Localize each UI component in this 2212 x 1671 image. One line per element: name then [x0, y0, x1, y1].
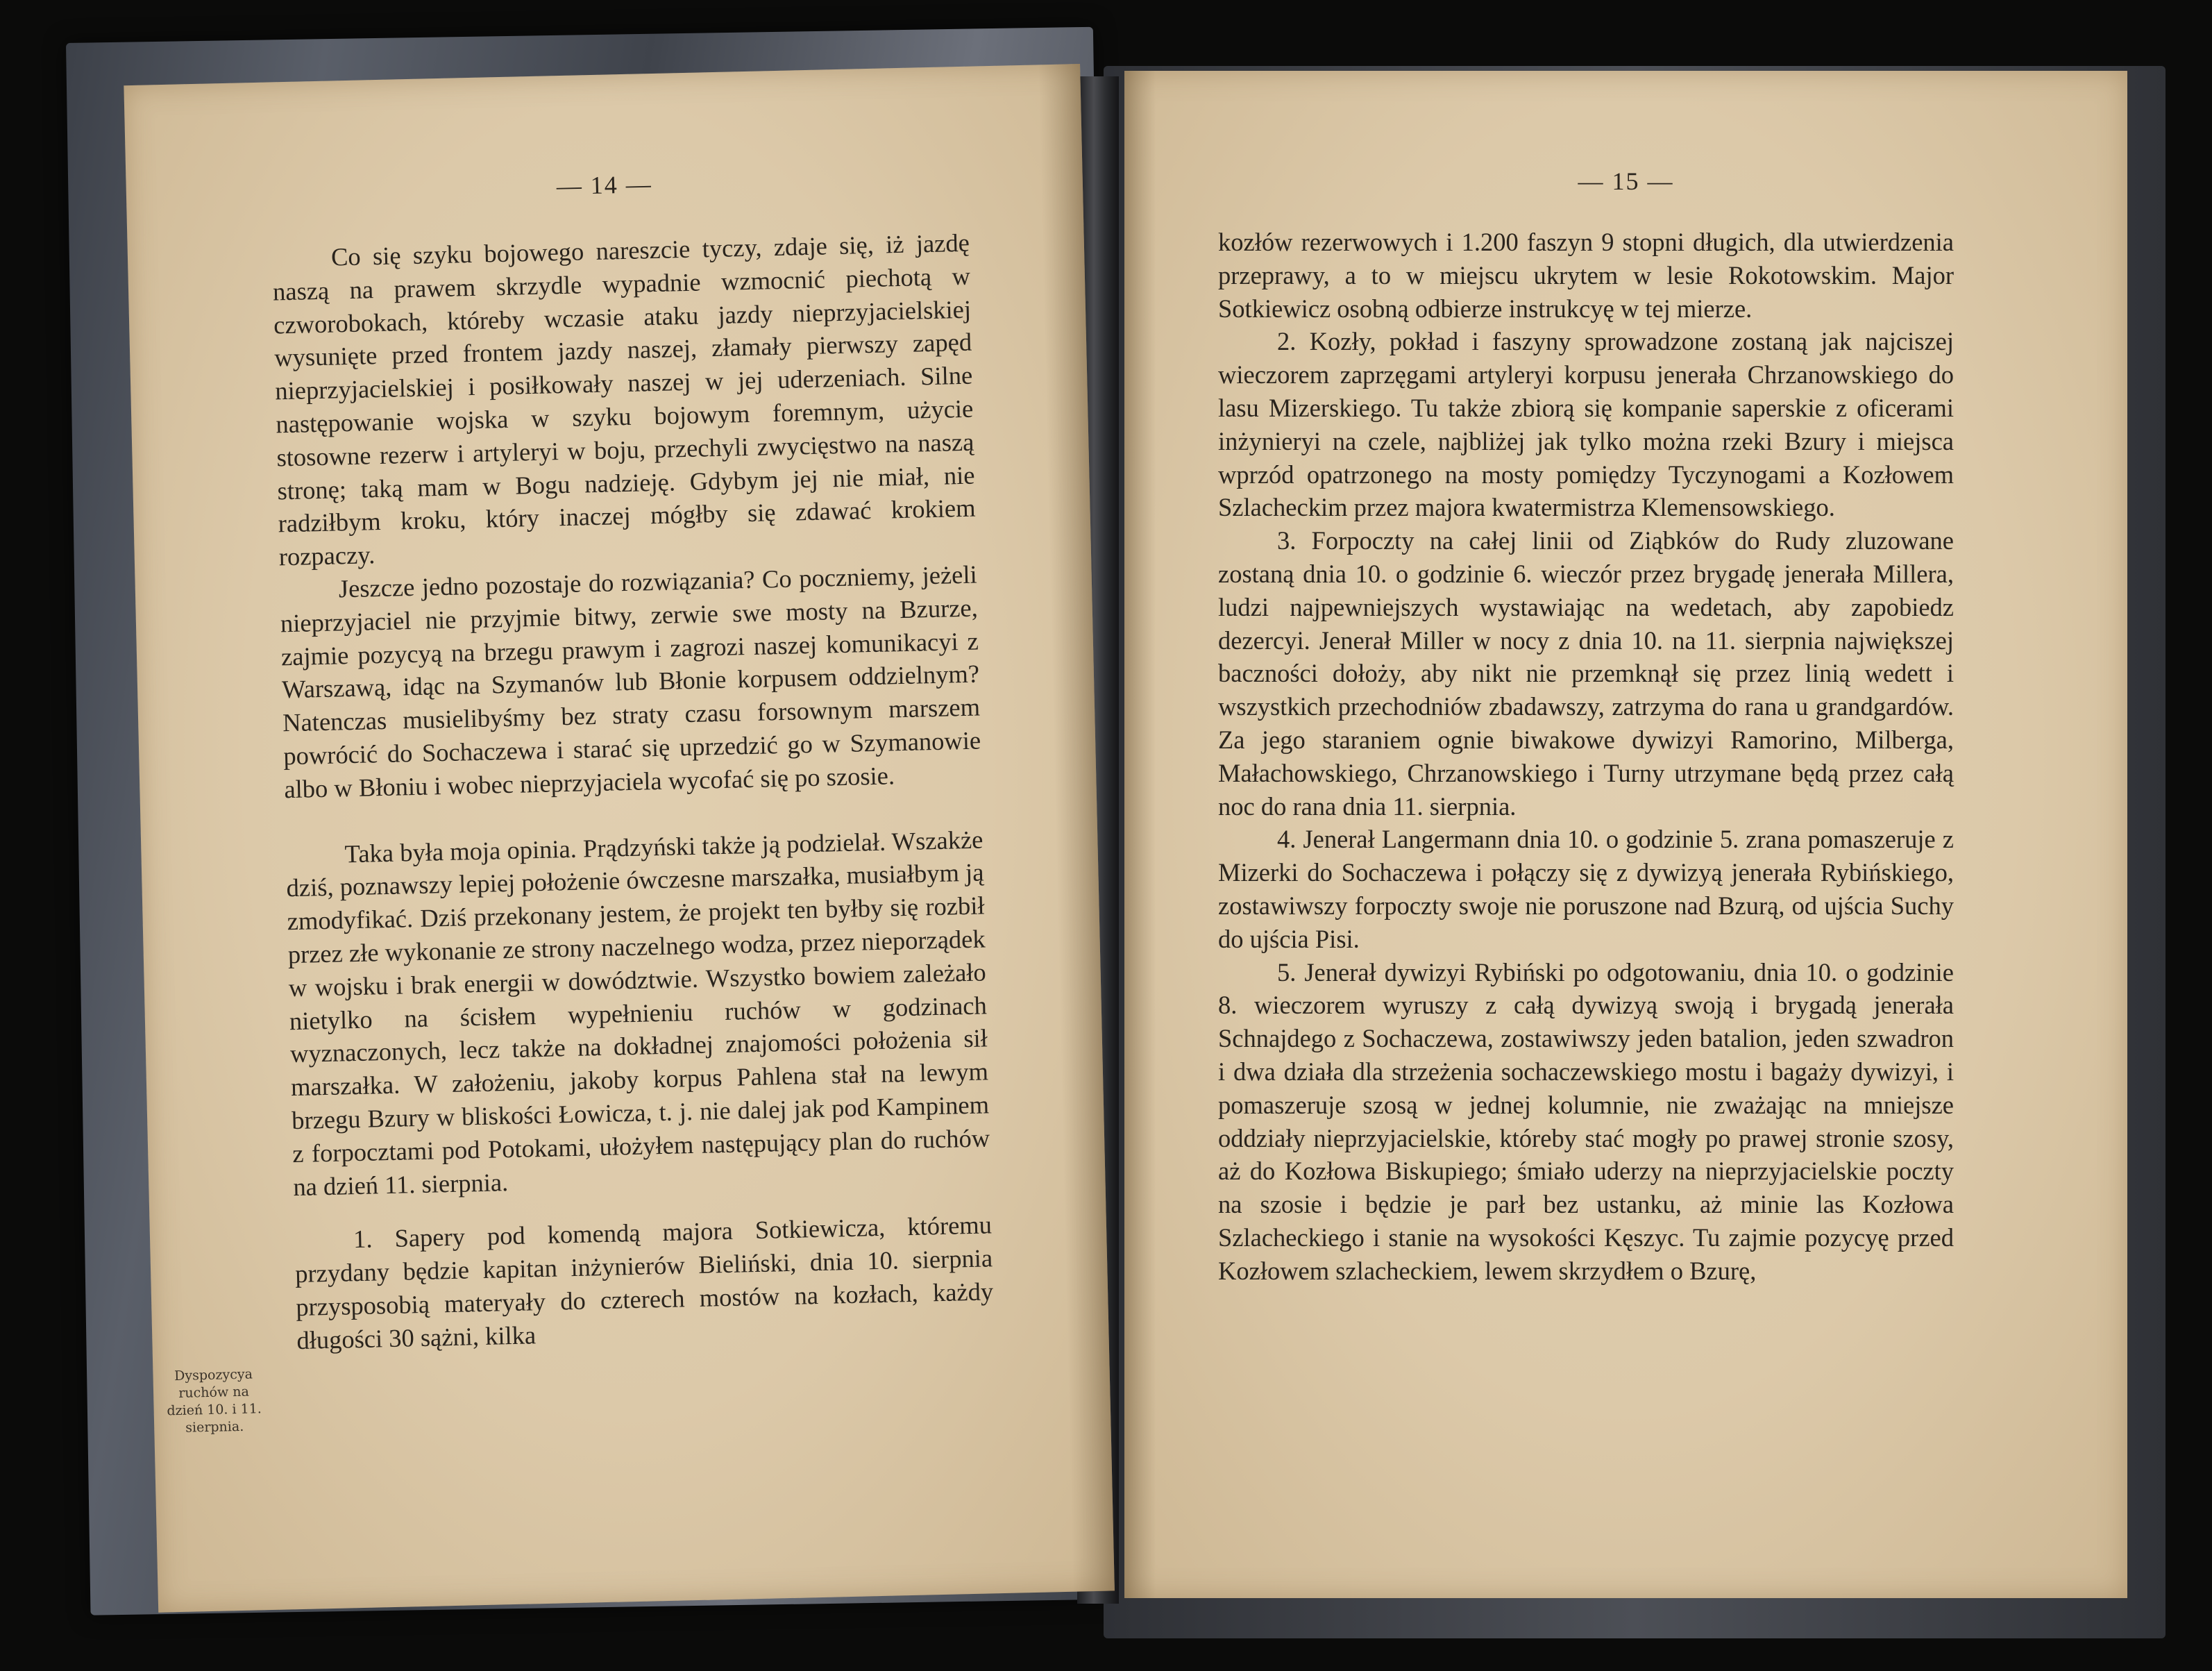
margin-note: Dyspozycya ruchów na dzień 10. i 11. sierpnia. — [167, 1366, 262, 1436]
page-text — [1218, 226, 1954, 1288]
page-number: — 15 — — [1578, 167, 1674, 195]
paragraph: 3. Forpoczty na całej linii od Ziąbków do Rudy zluzowane zostaną dnia 10. o godzinie 6. wieczór przez brygadę jenerała Millera, ludzi najpewniejszych wystawiając na wedetach, aby zapobiedz dezercyi. Jenerał Miller w nocy z dnia 10. na 11. sierpnia największej baczności dołoży, aby nikt nie przemknął się przez linią wedett i wszystkich przechodniów zbadawszy, zatrzyma do rana u grandgardów. Za jego staraniem ognie biwakowe dywizyi Ramorino, Milberga, Małachowskiego, Chrzanowskiego i Turny utrzymane będą przez całą noc do rana dnia 11. sierpnia. — [1218, 526, 1954, 821]
paragraph: 5. Jenerał dywizyi Rybiński po odgotowaniu, dnia 10. o godzinie 8. wieczorem wyruszy z całą dywizyą swoją i brygadą jenerała Schnajdego z Sochaczewa, zostawiwszy jeden batalion, jeden szwadron i dwa działa dla strzeżenia sochaczewskiego mostu i bagaży dywizyi, i pomaszeruje szosą w jednej kolumnie, nie zważając na mniejsze oddziały nieprzyjacielskie, któreby stać mogły po prawej stronie szosy, aż do Kozłowa Biskupiego; śmiało uderzy na nieprzyjacielskie poczty na szosie i będzie je parł bez ustanku, aż minie las Kozłowa Szlacheckiego i stanie na wysokości Kęszyc. Tu zajmie pozycyę przed Kozłowem szlacheckiem, lewem skrzydłem o Bzurę, — [1218, 957, 1954, 1285]
paragraph: Taka była moja opinia. Prądzyński także ją podzielał. Wszakże dziś, poznawszy lepiej położenie ówczesne marszałka, musiałbym ją zmodyfikać. Dziś przekonany jestem, że projekt ten byłby się rozbił przez złe wykonanie ze strony naczelnego wodza, przez nieporządek w wojsku i brak energii w dowództwie. Wszystko bowiem zależało nietylko na ścisłem wypełnieniu ruchów w godzinach wyznaczonych, lecz także na dokładnej znajomości położenia sił marszałka. W założeniu, jakoby korpus Pahlena stał na lewym brzegu Bzury w bliskości Łowicza, t. j. nie dalej jak pod Kampinem z forpocztami pod Potokami, ułożyłem następujący plan do ruchów na dzień 11. sierpnia. — [286, 825, 990, 1201]
paragraph: Jeszcze jedno pozostaje do rozwiązania? Co poczniemy, jeżeli nieprzyjaciel nie przyjmie bitwy, zerwie swe mosty na Bzurze, zajmie pozycyą na brzegu prawym i zagrozi naszej komunikacyi z Warszawą, idąc na Szymanów lub Błonie korpusem oddzielnym? Natenczas musielibyśmy bez straty czasu forsownym marszem powrócić do Sochaczewa i starać się uprzedzić go w Szymanowie albo w Błoniu i wobec nieprzyjaciela wycofać się po szosie. — [280, 560, 981, 804]
numbered-item-with-margin-note — [294, 1209, 995, 1357]
paragraph: 2. Kozły, pokład i faszyny sprowadzone zostaną jak najciszej wieczorem zaprzęgami artyleryi korpusu jenerała Chrzanowskiego do lasu Mizerskiego. Tu także zbiorą się kompanie saperskie z oficerami inżynieryi na czele, najbliżej jak tylko można rzeki Bzury i miejsca wprzód opatrzonego na mosty pomiędzy Tyczynogami a Kozłowem Szlacheckim przez majora kwatermistrza Klemensowskiego. — [1218, 327, 1954, 522]
page-text — [272, 226, 995, 1357]
paragraph: 4. Jenerał Langermann dnia 10. o godzinie 5. zrana pomaszeruje z Mizerki do Sochaczewa i połączy się z dywizyą jenerała Rybińskiego, zostawiwszy forpoczty swoje nie poruszone nad Bzurą, od ujścia Suchy do ujścia Pisi. — [1218, 825, 1954, 953]
right-page — [1124, 71, 2127, 1598]
page-number: — 14 — — [556, 170, 653, 201]
left-page — [124, 64, 1115, 1613]
paragraph: Co się szyku bojowego nareszcie tyczy, zdaje się, iż jazdę naszą na prawem skrzydle wypadnie wzmocnić piechotą w czworobokach, któreby wczasie ataku jazdy nieprzyjacielskiej wysunięte przed frontem jazdy naszej, złamały pierwszy zapęd nieprzyjacielskiej i posiłkowały naszej w jej uderzeniach. Silne następowanie wojska w szyku bojowym foremnym, użycie stosowne rezerw i artyleryi w boju, przechyli zwycięstwo na naszą stronę; taką mam w Bogu nadzieję. Gdybym jej nie miał, nie radziłbym kroku, który inaczej mógłby się zdawać krokiem rozpaczy. — [272, 228, 976, 571]
paragraph: kozłów rezerwowych i 1.200 faszyn 9 stopni długich, dla utwierdzenia przeprawy, a to w miejscu ukrytem w lesie Rokotowskim. Major Sotkiewicz osobną odbierze instrukcyę w tej mierze. — [1218, 228, 1954, 323]
paragraph: 1. Sapery pod komendą majora Sotkiewicza, któremu przydany będzie kapitan inżynierów Bieliński, dnia 10. sierpnia przysposobią materyały do czterech mostów na kozłach, każdy długości 30 sążni, kilka — [294, 1210, 994, 1354]
